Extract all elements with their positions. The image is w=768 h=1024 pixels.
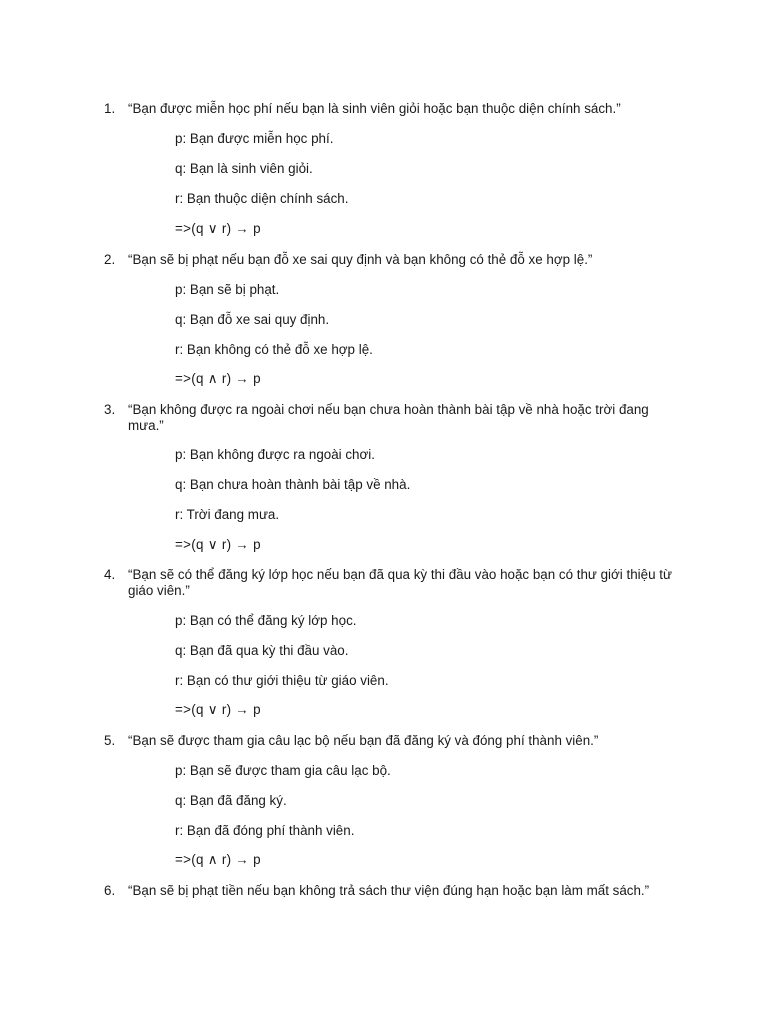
proposition-p: p: Bạn sẽ được tham gia câu lạc bộ. — [175, 763, 391, 778]
formula: =>(q ∧ r) → p — [175, 371, 261, 386]
proposition-q: q: Bạn là sinh viên giỏi. — [175, 161, 313, 176]
item-number: 1. — [104, 101, 116, 116]
item-statement: “Bạn được miễn học phí nếu bạn là sinh viên giỏi hoặc bạn thuộc diện chính sách.” — [128, 101, 621, 116]
proposition-p: p: Bạn được miễn học phí. — [175, 131, 334, 146]
proposition-r: r: Bạn không có thẻ đỗ xe hợp lệ. — [175, 342, 373, 357]
item-statement: “Bạn không được ra ngoài chơi nếu bạn chưa hoàn thành bài tập về nhà hoặc trời đang mưa.” — [128, 402, 649, 433]
proposition-q: q: Bạn chưa hoàn thành bài tập về nhà. — [175, 477, 411, 492]
proposition-p: p: Bạn không được ra ngoài chơi. — [175, 447, 375, 462]
item-number: 2. — [104, 252, 116, 267]
item-statement: “Bạn sẽ có thể đăng ký lớp học nếu bạn đã qua kỳ thi đầu vào hoặc bạn có thư giới thiệu từ giáo viên.” — [128, 567, 672, 598]
formula: =>(q ∨ r) → p — [175, 702, 261, 717]
item-number: 6. — [104, 883, 116, 898]
proposition-q: q: Bạn đã đăng ký. — [175, 793, 287, 808]
formula: =>(q ∨ r) → p — [175, 221, 261, 236]
proposition-r: r: Trời đang mưa. — [175, 507, 280, 522]
item-statement: “Bạn sẽ bị phạt tiền nếu bạn không trả sách thư viện đúng hạn hoặc bạn làm mất sách.” — [128, 883, 650, 898]
proposition-r: r: Bạn đã đóng phí thành viên. — [175, 823, 355, 838]
proposition-r: r: Bạn có thư giới thiệu từ giáo viên. — [175, 673, 389, 688]
proposition-q: q: Bạn đỗ xe sai quy định. — [175, 312, 330, 327]
item-statement: “Bạn sẽ được tham gia câu lạc bộ nếu bạn đã đăng ký và đóng phí thành viên.” — [128, 733, 599, 748]
proposition-p: p: Bạn sẽ bị phạt. — [175, 282, 280, 297]
formula: =>(q ∧ r) → p — [175, 852, 261, 867]
item-number: 4. — [104, 567, 116, 582]
formula: =>(q ∨ r) → p — [175, 537, 261, 552]
proposition-r: r: Bạn thuộc diện chính sách. — [175, 191, 349, 206]
proposition-q: q: Bạn đã qua kỳ thi đầu vào. — [175, 643, 349, 658]
item-number: 3. — [104, 402, 116, 417]
proposition-p: p: Bạn có thể đăng ký lớp học. — [175, 613, 357, 628]
item-number: 5. — [104, 733, 116, 748]
item-statement: “Bạn sẽ bị phạt nếu bạn đỗ xe sai quy định và bạn không có thẻ đỗ xe hợp lệ.” — [128, 252, 593, 267]
